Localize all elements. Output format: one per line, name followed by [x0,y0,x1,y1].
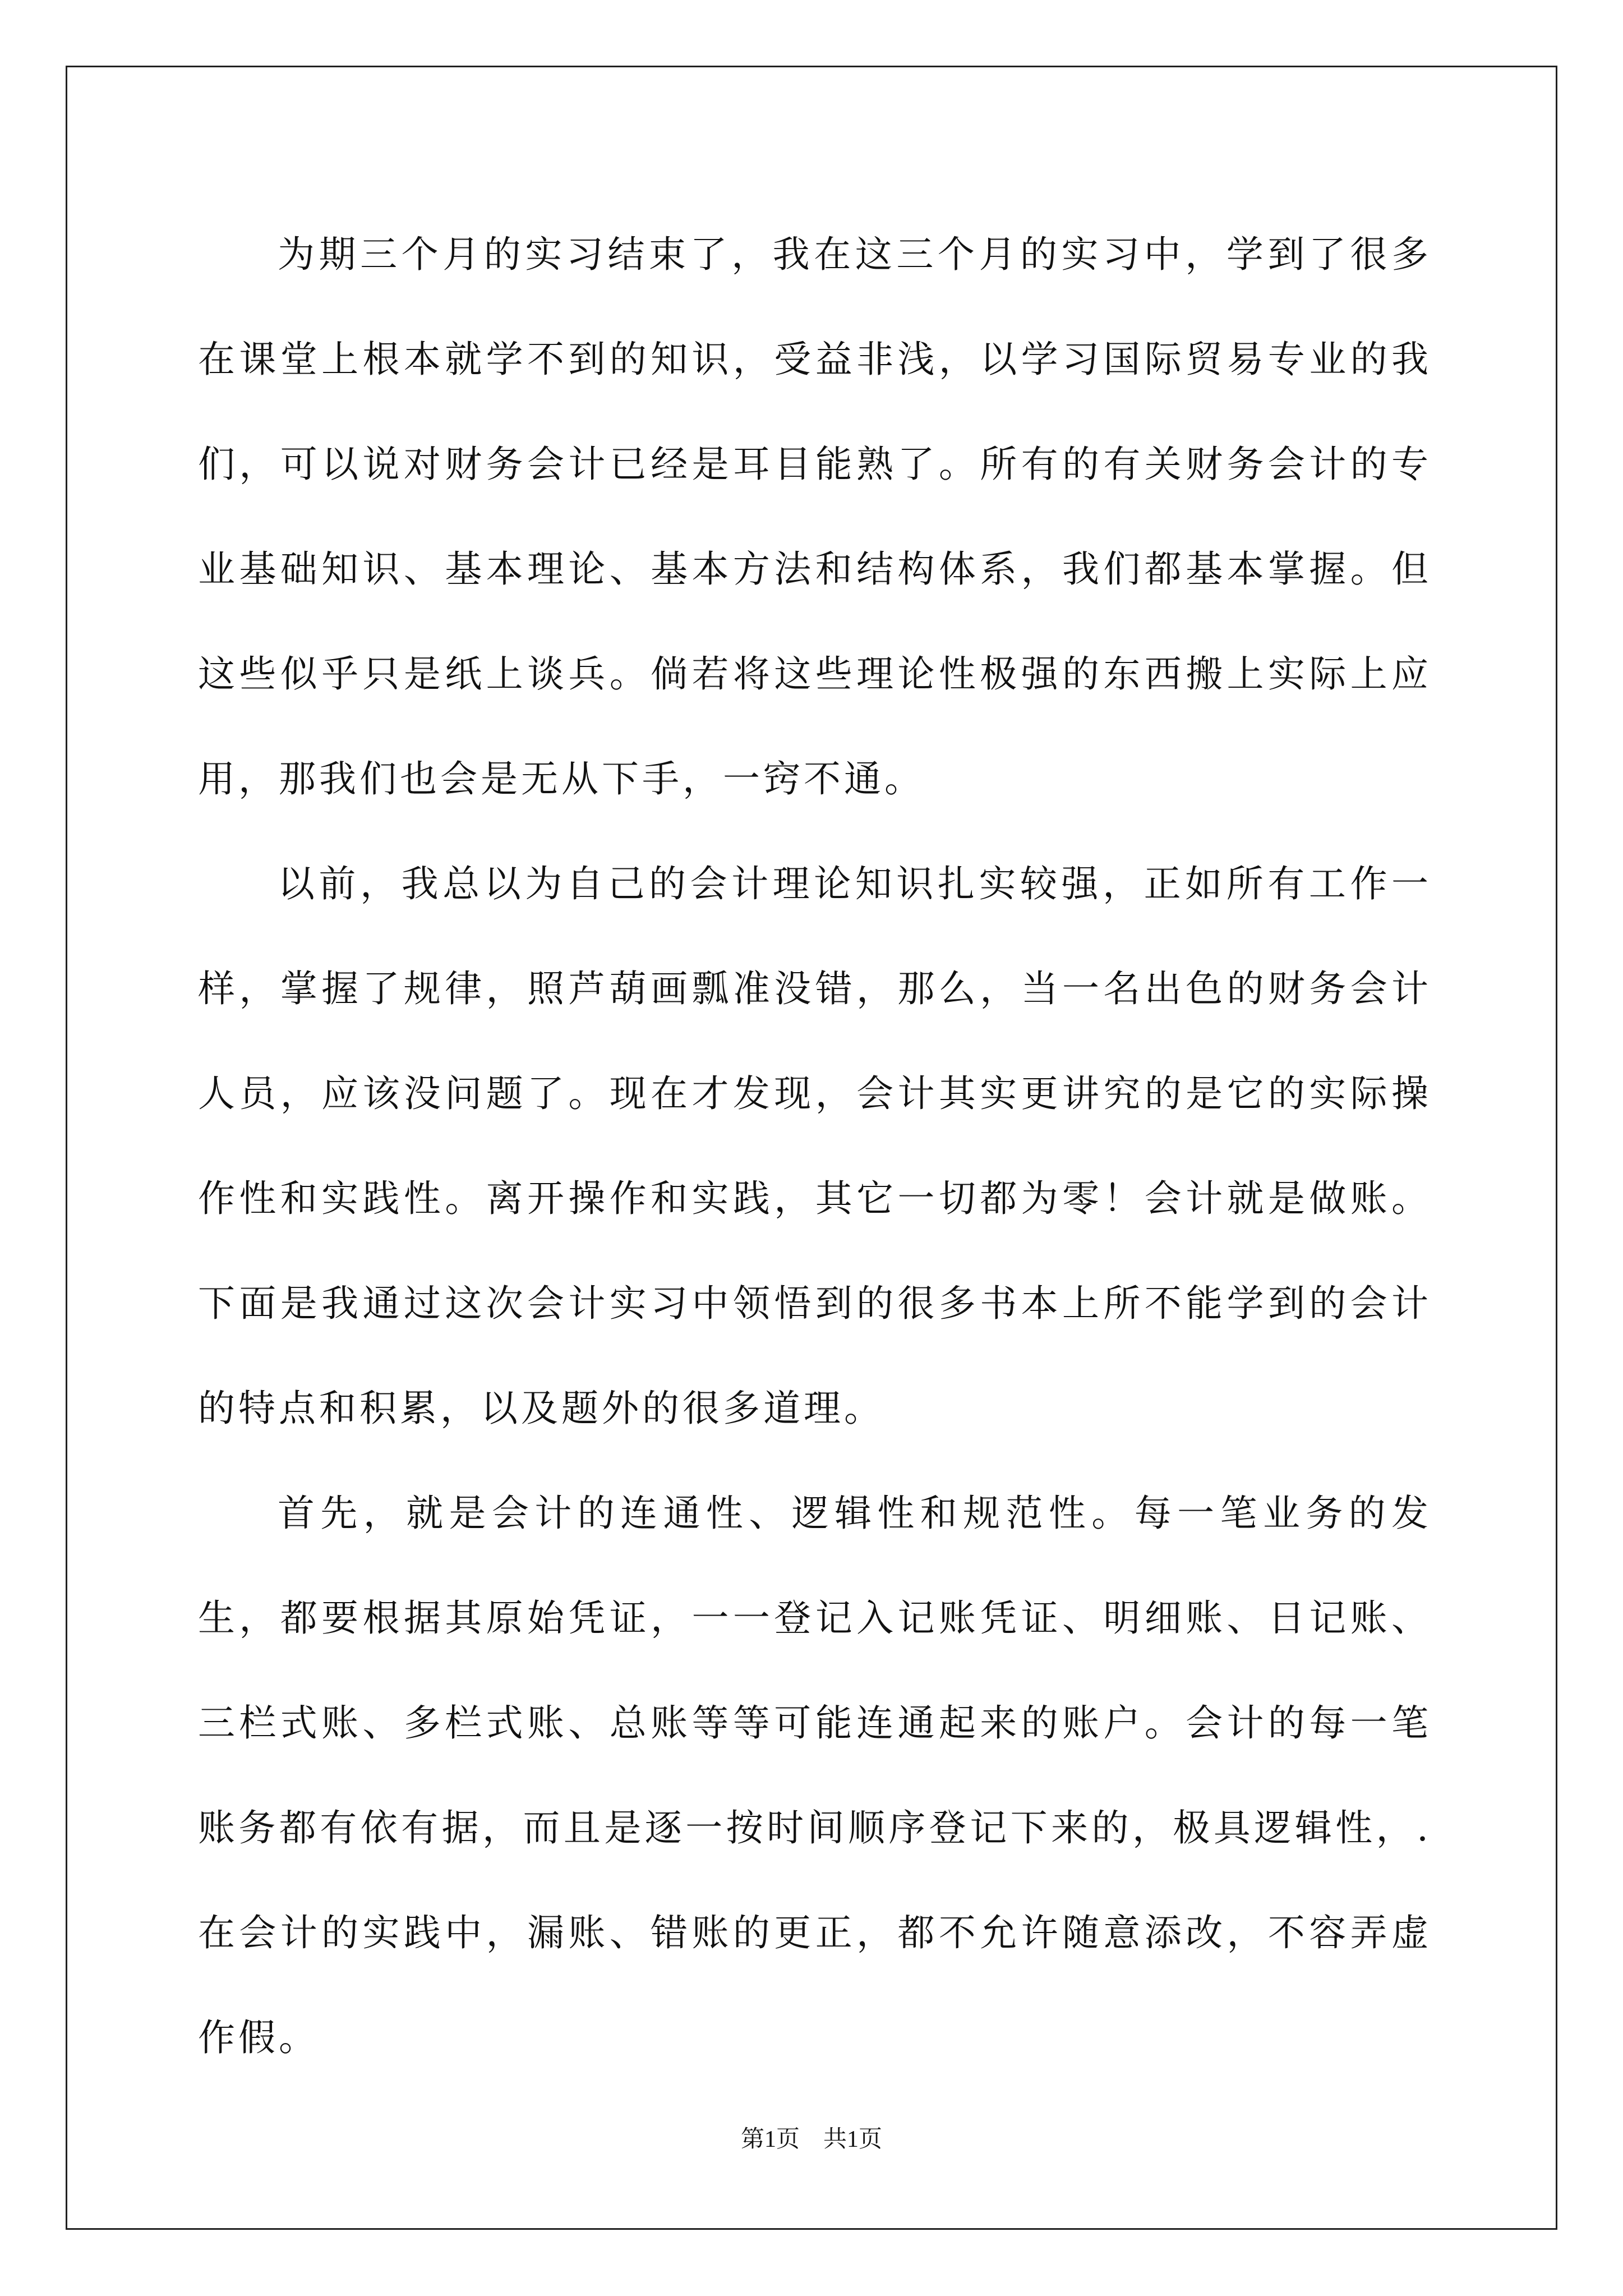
paragraph-2: 以前，我总以为自己的会计理论知识扎实较强，正如所有工作一样，掌握了规律，照芦葫画瓢准没错，那么，当一名出色的财务会计人员，应该没问题了。现在才发现，会计其实更讲究的是它的实际操作性和实践性。离开操作和实践，其它一切都为零！会计就是做账。下面是我通过这次会计实习中领悟到的很多书本上所不能学到的会计的特点和积累，以及题外的很多道理。 [198,862,1432,1430]
paragraph-3: 首先，就是会计的连通性、逻辑性和规范性。每一笔业务的发生，都要根据其原始凭证，一一登记入记账凭证、明细账、日记账、三栏式账、多栏式账、总账等等可能连通起来的账户。会计的每一笔账务都有依有据，而且是逐一按时间顺序登记下来的，极具逻辑性，.在会计的实践中，漏账、错账的更正，都不允许随意添改，不容弄虚作假。 [198,1492,1432,2059]
paragraph-1: 为期三个月的实习结束了，我在这三个月的实习中，学到了很多在课堂上根本就学不到的知识，受益非浅，以学习国际贸易专业的我们，可以说对财务会计已经是耳目能熟了。所有的有关财务会计的专业基础知识、基本理论、基本方法和结构体系，我们都基本掌握。但这些似乎只是纸上谈兵。倘若将这些理论性极强的东西搬上实际上应用，那我们也会是无从下手，一窍不通。 [198,233,1432,800]
page-number-footer: 第1页 共1页 [740,2127,882,2152]
document-body [198,202,1432,2090]
